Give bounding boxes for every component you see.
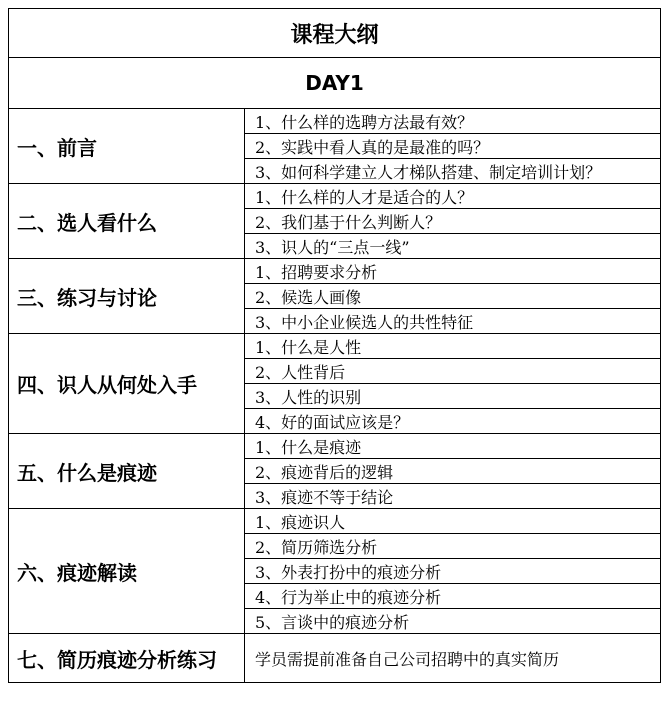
- section-item-row: [9, 184, 661, 209]
- section-item-row: [9, 259, 661, 284]
- section-item: 2、痕迹背后的逻辑: [245, 459, 661, 484]
- section-item: 5、言谈中的痕迹分析: [245, 609, 661, 634]
- day-label: DAY1: [9, 58, 661, 109]
- section-item: 4、好的面试应该是？: [245, 409, 661, 434]
- section-item: 1、什么样的人才是适合的人？: [245, 184, 661, 209]
- section-item: 3、外表打扮中的痕迹分析: [245, 559, 661, 584]
- outline-title: 课程大纲: [9, 9, 661, 58]
- section-heading: 七、简历痕迹分析练习: [9, 634, 245, 683]
- section-heading: 六、痕迹解读: [9, 509, 245, 634]
- section-item-row: [9, 334, 661, 359]
- section-item: 2、我们基于什么判断人？: [245, 209, 661, 234]
- title-row: [9, 9, 661, 58]
- section-item: 1、什么是人性: [245, 334, 661, 359]
- section-item: 3、人性的识别: [245, 384, 661, 409]
- section-item: 3、痕迹不等于结论: [245, 484, 661, 509]
- section-item: 4、行为举止中的痕迹分析: [245, 584, 661, 609]
- section-item: 1、招聘要求分析: [245, 259, 661, 284]
- section-item: 1、什么是痕迹: [245, 434, 661, 459]
- section-item: 2、人性背后: [245, 359, 661, 384]
- section-note: 学员需提前准备自己公司招聘中的真实简历: [245, 634, 661, 683]
- section-item: 2、简历筛选分析: [245, 534, 661, 559]
- section-item: 1、痕迹识人: [245, 509, 661, 534]
- section-item: 3、如何科学建立人才梯队搭建、制定培训计划？: [245, 159, 661, 184]
- section-item: 2、实践中看人真的是最准的吗？: [245, 134, 661, 159]
- outline-body: [9, 9, 661, 683]
- section-item-row: [9, 434, 661, 459]
- section-item-row: [9, 509, 661, 534]
- section-heading: 五、什么是痕迹: [9, 434, 245, 509]
- section-item: 3、中小企业候选人的共性特征: [245, 309, 661, 334]
- section-heading: 一、前言: [9, 109, 245, 184]
- section-item: 2、候选人画像: [245, 284, 661, 309]
- section-heading: 三、练习与讨论: [9, 259, 245, 334]
- section-heading: 二、选人看什么: [9, 184, 245, 259]
- course-outline-table: [8, 8, 661, 683]
- section-item: 1、什么样的选聘方法最有效？: [245, 109, 661, 134]
- section-item-row: [9, 109, 661, 134]
- day-row: [9, 58, 661, 109]
- section-heading: 四、识人从何处入手: [9, 334, 245, 434]
- section-note-row: [9, 634, 661, 683]
- section-item: 3、识人的“三点一线”: [245, 234, 661, 259]
